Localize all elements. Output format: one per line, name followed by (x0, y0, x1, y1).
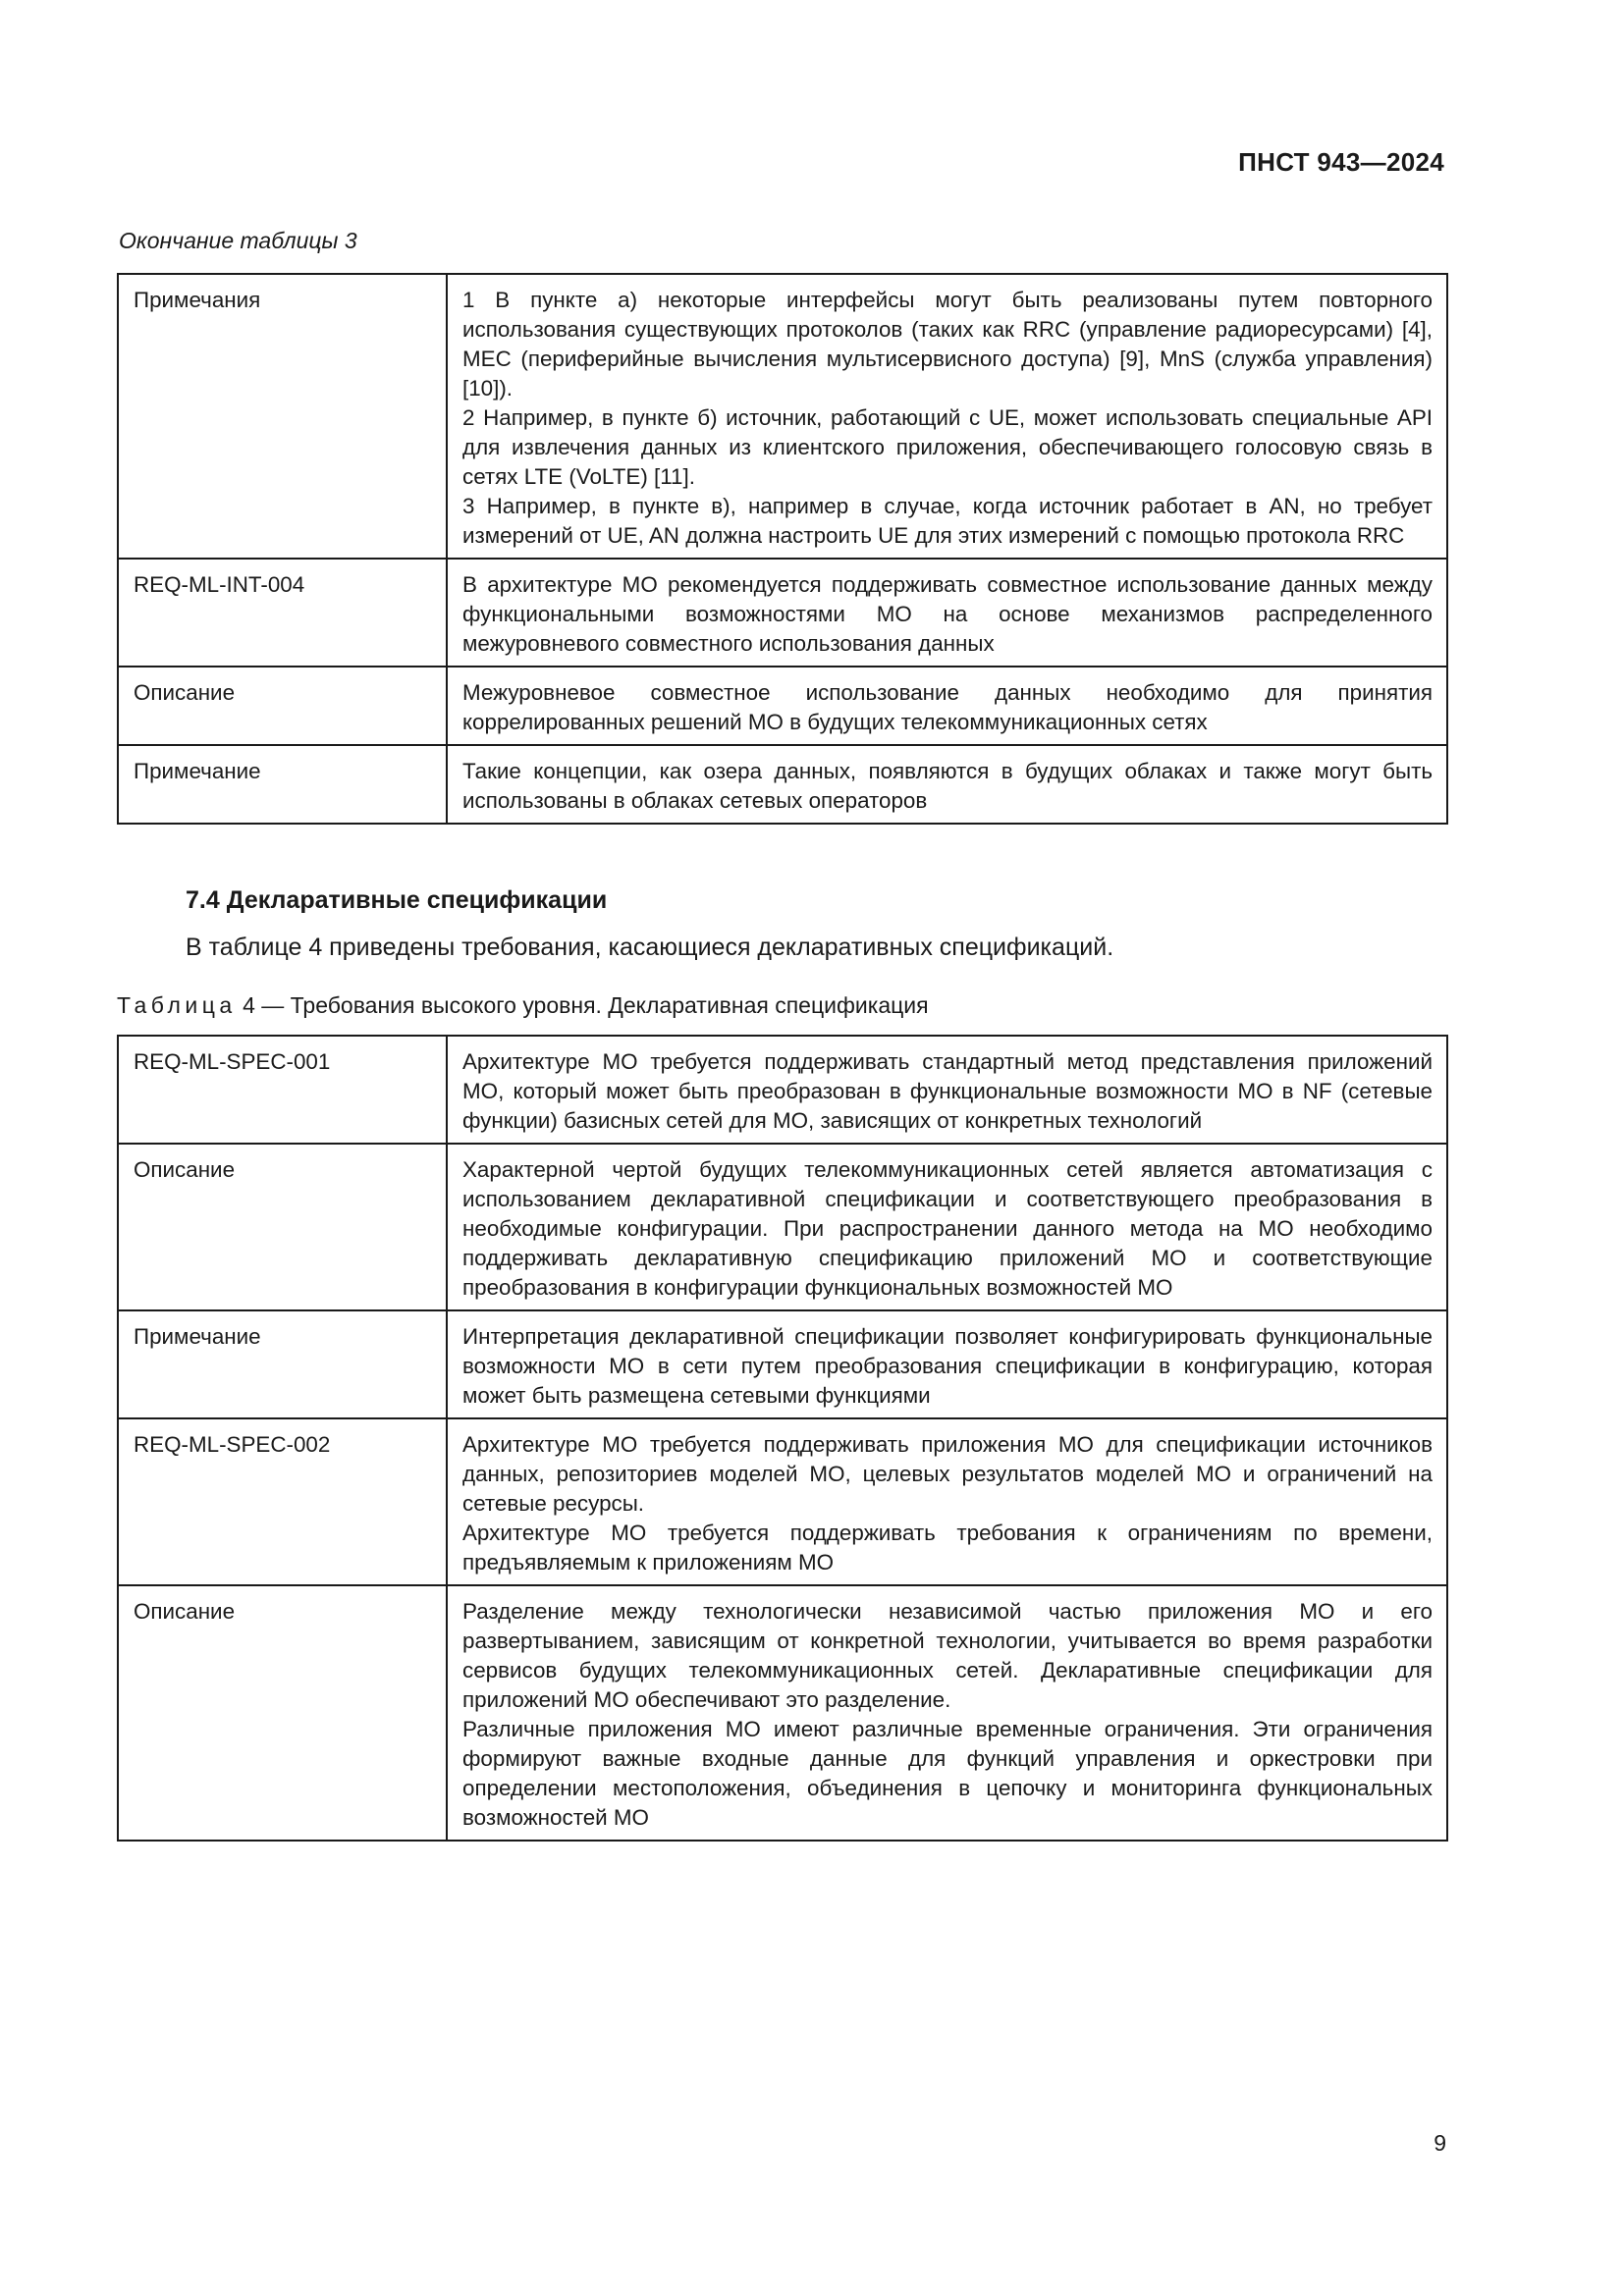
table-caption-title: 4 — Требования высокого уровня. Декларативная спецификация (236, 992, 929, 1018)
requirement-label: Описание (118, 667, 447, 745)
requirement-label: REQ-ML-SPEC-001 (118, 1036, 447, 1144)
document-code: ПНСТ 943—2024 (1238, 147, 1444, 177)
table-row (118, 1144, 1447, 1310)
table-4-caption (117, 992, 929, 1019)
requirement-text: Характерной чертой будущих телекоммуникационных сетей является автоматизация с использованием декларативной спецификации и соответствующего преобразования в необходимые конфигурации. При распространении данного метода на МО необходимо поддерживать декларативную спецификацию приложений МО и соответствующие преобразования в конфигурации функциональных возможностей МО (447, 1144, 1447, 1310)
table-row (118, 1036, 1447, 1144)
table-row (118, 667, 1447, 745)
requirement-label: REQ-ML-SPEC-002 (118, 1418, 447, 1585)
requirement-text: Межуровневое совместное использование данных необходимо для принятия коррелированных решений МО в будущих телекоммуникационных сетях (447, 667, 1447, 745)
table-3-continuation-caption: Окончание таблицы 3 (119, 228, 357, 253)
requirement-label: Примечание (118, 745, 447, 824)
note-item: 1 В пункте а) некоторые интерфейсы могут быть реализованы путем повторного использования существующих протоколов (таких как RRC (управление радиоресурсами) [4], MEC (периферийные вычисления мультисервисного доступа) [9], MnS (служба управления) [10]). (462, 288, 1433, 400)
table-row (118, 745, 1447, 824)
requirement-text: Такие концепции, как озера данных, появляются в будущих облаках и также могут быть использованы в облаках сетевых операторов (447, 745, 1447, 824)
note-item: 3 Например, в пункте в), например в случае, когда источник работает в AN, но требует измерений от UE, AN должна настроить UE для этих измерений с помощью протокола RRC (462, 494, 1433, 548)
table-4 (117, 1035, 1448, 1842)
table-row (118, 1310, 1447, 1418)
table-row (118, 1585, 1447, 1841)
section-paragraph: В таблице 4 приведены требования, касающиеся декларативных спецификаций. (186, 934, 1114, 961)
requirement-label: Примечания (118, 274, 447, 559)
requirement-text: Архитектуре МО требуется поддерживать приложения МО для спецификации источников данных, репозиториев моделей МО, целевых результатов моделей МО и ограничений на сетевые ресурсы. Архитектуре МО требуется поддерживать требования к ограничениям по времени, предъявляемым к приложениям МО (447, 1418, 1447, 1585)
requirement-text: Интерпретация декларативной спецификации позволяет конфигурировать функциональные возможности МО в сети путем преобразования спецификации в конфигурацию, которая может быть размещена сетевыми функциями (447, 1310, 1447, 1418)
requirement-label: Описание (118, 1144, 447, 1310)
table-row (118, 274, 1447, 559)
requirement-text (447, 274, 1447, 559)
table-caption-prefix: Таблица (117, 992, 237, 1018)
table-row (118, 1418, 1447, 1585)
section-heading: 7.4 Декларативные спецификации (186, 886, 608, 914)
requirement-text: В архитектуре МО рекомендуется поддерживать совместное использование данных между функциональными возможностями МО на основе механизмов распределенного межуровневого совместного использования данных (447, 559, 1447, 667)
requirement-label: Описание (118, 1585, 447, 1841)
requirement-label: REQ-ML-INT-004 (118, 559, 447, 667)
table-row (118, 559, 1447, 667)
table-3 (117, 273, 1448, 825)
requirement-text: Разделение между технологически независимой частью приложения МО и его развертыванием, зависящим от конкретной технологии, учитывается во время разработки сервисов будущих телекоммуникационных сетей. Декларативные спецификации для приложений МО обеспечивают это разделение. Различные приложения МО имеют различные временные ограничения. Эти ограничения формируют важные входные данные для функций управления и оркестровки при определении местоположения, объединения в цепочку и мониторинга функциональных возможностей МО (447, 1585, 1447, 1841)
page-number: 9 (1434, 2130, 1446, 2156)
requirement-label: Примечание (118, 1310, 447, 1418)
requirement-text: Архитектуре МО требуется поддерживать стандартный метод представления приложений МО, который может быть преобразован в функциональные возможности МО в NF (сетевые функции) базисных сетей для МО, зависящих от конкретных технологий (447, 1036, 1447, 1144)
note-item: 2 Например, в пункте б) источник, работающий с UE, может использовать специальные API для извлечения данных из клиентского приложения, обеспечивающего голосовую связь в сетях LTE (VoLTE) [11]. (462, 405, 1433, 489)
